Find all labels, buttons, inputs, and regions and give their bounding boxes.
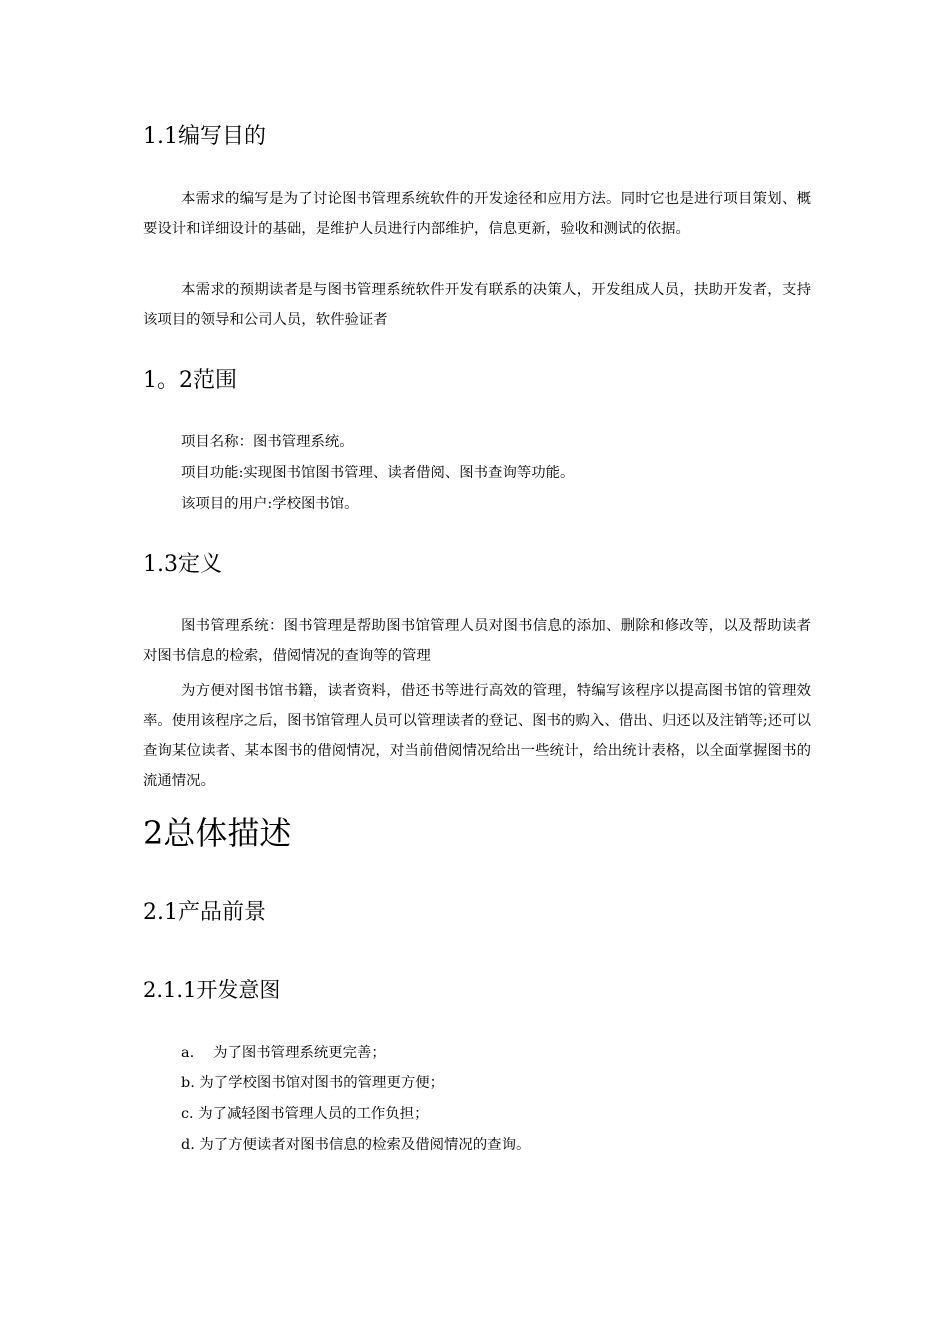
section-1-1-paragraph-2: 本需求的预期读者是与图书管理系统软件开发有联系的决策人，开发组成人员，扶助开发者，支持该项目的领导和公司人员，软件验证者 — [143, 282, 811, 328]
section-1-3-heading: 1.3定义 — [143, 552, 222, 577]
section-2-heading: 2总体描述 — [143, 814, 292, 852]
section-1-2-item: 项目功能:实现图书馆图书管理、读者借阅、图书查询等功能。 — [181, 465, 575, 481]
section-2-1-1-list-item: a. 为了图书管理系统更完善； — [181, 1045, 386, 1061]
section-1-3-paragraph-1: 图书管理系统：图书管理是帮助图书馆管理人员对图书信息的添加、删除和修改等，以及帮助读者对图书信息的检索，借阅情况的查询等的管理 — [143, 618, 811, 664]
section-2-1-1-list-item: b. 为了学校图书馆对图书的管理更方便； — [181, 1075, 445, 1091]
section-2-1-1-list-item: d. 为了方便读者对图书信息的检索及借阅情况的查询。 — [181, 1137, 531, 1153]
section-1-2-item: 项目名称：图书管理系统。 — [181, 434, 354, 450]
section-1-3-paragraph-2: 为方便对图书馆书籍，读者资料，借还书等进行高效的管理，特编写该程序以提高图书馆的管理效率。使用该程序之后，图书馆管理人员可以管理读者的登记、图书的购入、借出、归还以及注销等;还可以查询某位读者、某本图书的借阅情况，对当前借阅情况给出一些统计，给出统计表格，以全面掌握图书的流通情况。 — [143, 683, 811, 789]
section-2-1-1-list-item: c. 为了减轻图书管理人员的工作负担； — [181, 1106, 429, 1122]
section-1-1-heading: 1.1编写目的 — [143, 124, 266, 149]
section-2-1-heading: 2.1产品前景 — [143, 900, 266, 925]
section-1-1-paragraph-1: 本需求的编写是为了讨论图书管理系统软件的开发途径和应用方法。同时它也是进行项目策划、概要设计和详细设计的基础，是维护人员进行内部维护，信息更新，验收和测试的依据。 — [143, 191, 811, 237]
section-2-1-1-heading: 2.1.1开发意图 — [143, 978, 281, 1002]
section-1-2-item: 该项目的用户:学校图书馆。 — [181, 496, 359, 512]
section-1-2-heading: 1。2范围 — [143, 368, 237, 393]
